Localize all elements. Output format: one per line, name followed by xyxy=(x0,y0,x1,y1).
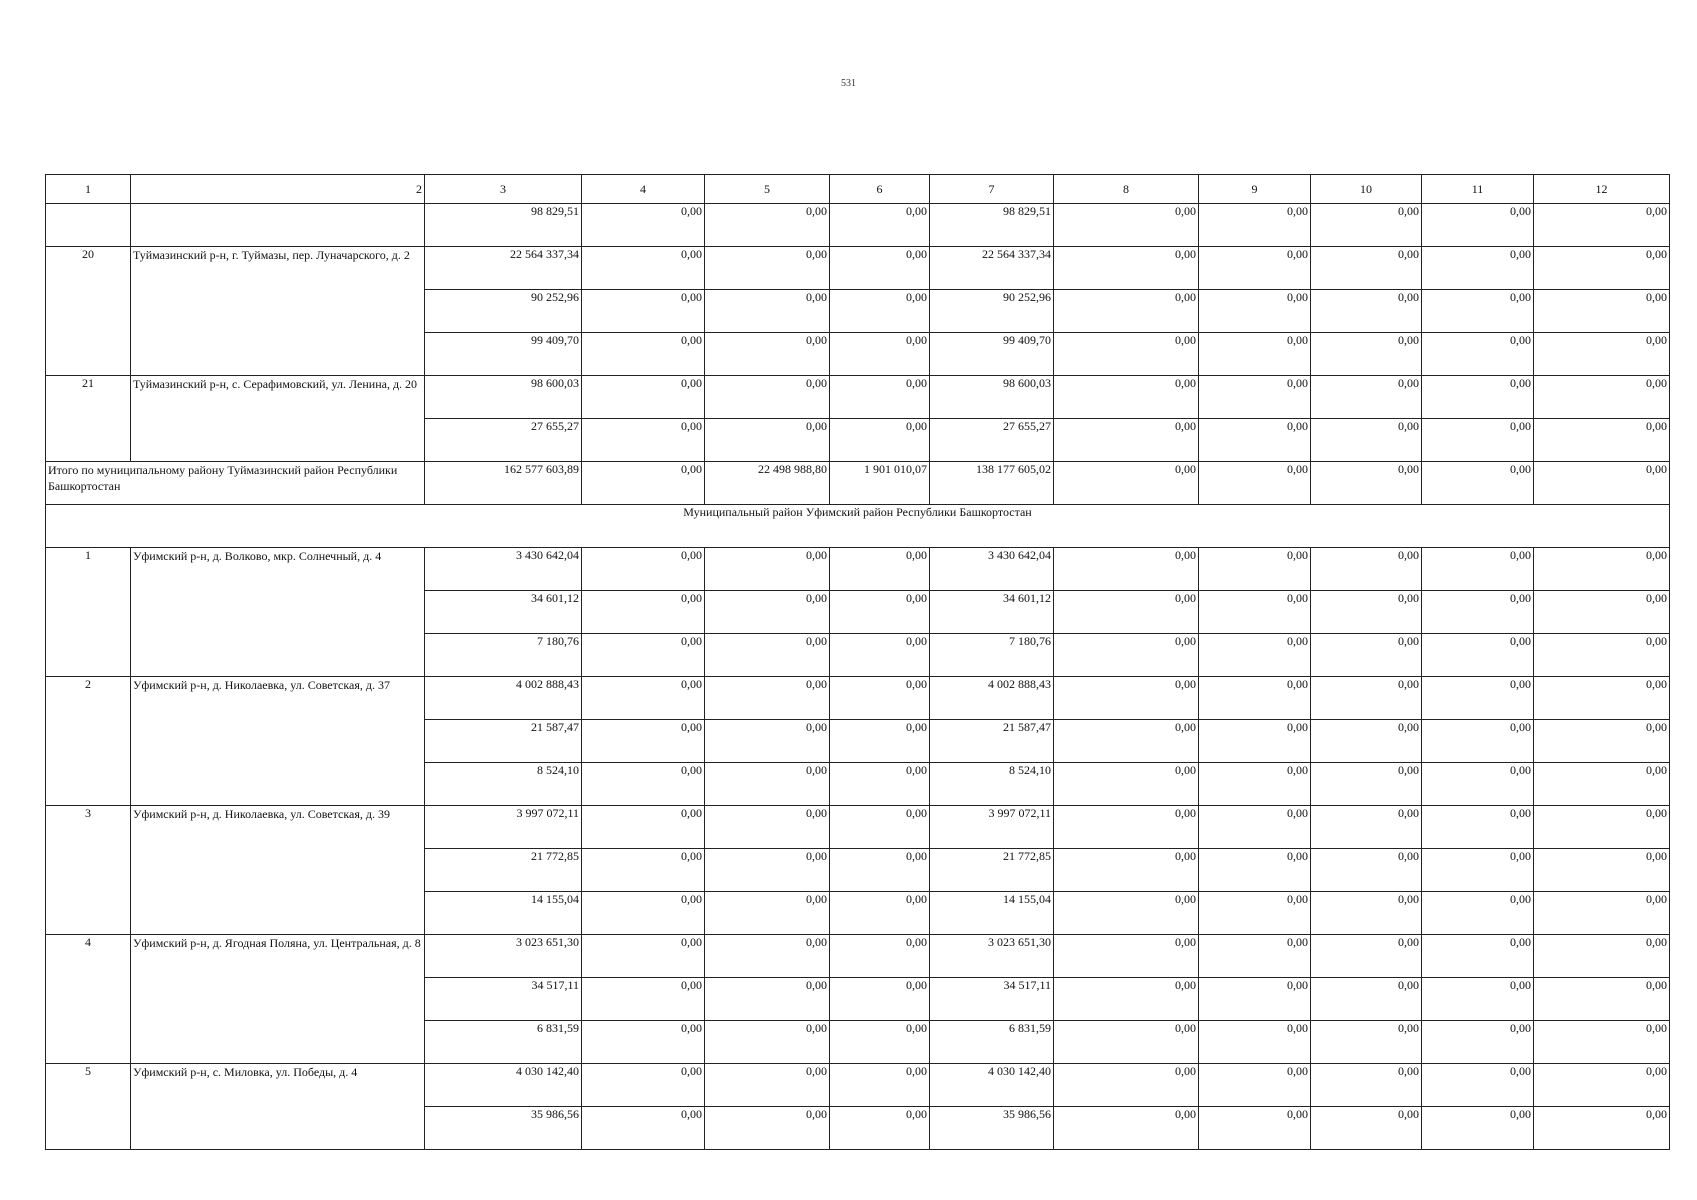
table-row xyxy=(46,935,1670,978)
value-cell-11: 0,00 xyxy=(1422,720,1534,763)
table-row xyxy=(46,1064,1670,1107)
value-cell-8: 0,00 xyxy=(1054,677,1199,720)
value-cell-9: 0,00 xyxy=(1199,978,1311,1021)
value-cell-4: 0,00 xyxy=(582,720,705,763)
value-cell-5: 0,00 xyxy=(705,1021,830,1064)
value-cell-11: 0,00 xyxy=(1422,806,1534,849)
value-cell-3: 98 829,51 xyxy=(425,204,582,247)
value-cell-12: 0,00 xyxy=(1534,1021,1670,1064)
value-cell-7: 98 600,03 xyxy=(930,376,1054,419)
value-cell-6: 0,00 xyxy=(830,634,930,677)
value-cell-5: 0,00 xyxy=(705,290,830,333)
value-cell-7: 4 002 888,43 xyxy=(930,677,1054,720)
total-value-11: 0,00 xyxy=(1422,462,1534,505)
value-cell-5: 0,00 xyxy=(705,720,830,763)
total-value-10: 0,00 xyxy=(1311,462,1422,505)
value-cell-6: 0,00 xyxy=(830,720,930,763)
value-cell-5: 0,00 xyxy=(705,1107,830,1150)
value-cell-7: 7 180,76 xyxy=(930,634,1054,677)
value-cell-3: 3 430 642,04 xyxy=(425,548,582,591)
value-cell-7: 34 601,12 xyxy=(930,591,1054,634)
value-cell-10: 0,00 xyxy=(1311,1107,1422,1150)
value-cell-11: 0,00 xyxy=(1422,677,1534,720)
value-cell-3: 22 564 337,34 xyxy=(425,247,582,290)
total-label: Итого по муниципальному району Туймазинский район Республики Башкортостан xyxy=(46,462,425,505)
value-cell-5: 0,00 xyxy=(705,978,830,1021)
column-number-11: 11 xyxy=(1422,175,1534,204)
value-cell-8: 0,00 xyxy=(1054,548,1199,591)
value-cell-10: 0,00 xyxy=(1311,591,1422,634)
value-cell-7: 90 252,96 xyxy=(930,290,1054,333)
value-cell-3: 8 524,10 xyxy=(425,763,582,806)
value-cell-6: 0,00 xyxy=(830,247,930,290)
value-cell-11: 0,00 xyxy=(1422,419,1534,462)
value-cell-6: 0,00 xyxy=(830,204,930,247)
value-cell-10: 0,00 xyxy=(1311,419,1422,462)
value-cell-8: 0,00 xyxy=(1054,591,1199,634)
value-cell-10: 0,00 xyxy=(1311,548,1422,591)
value-cell-5: 0,00 xyxy=(705,548,830,591)
value-cell-8: 0,00 xyxy=(1054,333,1199,376)
value-cell-5: 0,00 xyxy=(705,892,830,935)
column-number-1: 1 xyxy=(46,175,131,204)
column-number-row xyxy=(46,175,1670,204)
value-cell-3: 98 600,03 xyxy=(425,376,582,419)
value-cell-12: 0,00 xyxy=(1534,763,1670,806)
column-number-10: 10 xyxy=(1311,175,1422,204)
value-cell-4: 0,00 xyxy=(582,1021,705,1064)
value-cell-9: 0,00 xyxy=(1199,1064,1311,1107)
column-number-7: 7 xyxy=(930,175,1054,204)
row-number: 1 xyxy=(46,548,131,677)
value-cell-7: 21 587,47 xyxy=(930,720,1054,763)
value-cell-8: 0,00 xyxy=(1054,935,1199,978)
value-cell-12: 0,00 xyxy=(1534,1107,1670,1150)
value-cell-12: 0,00 xyxy=(1534,548,1670,591)
value-cell-7: 98 829,51 xyxy=(930,204,1054,247)
row-number: 21 xyxy=(46,376,131,462)
value-cell-10: 0,00 xyxy=(1311,892,1422,935)
value-cell-6: 0,00 xyxy=(830,806,930,849)
value-cell-10: 0,00 xyxy=(1311,849,1422,892)
value-cell-9: 0,00 xyxy=(1199,849,1311,892)
value-cell-4: 0,00 xyxy=(582,1107,705,1150)
value-cell-12: 0,00 xyxy=(1534,376,1670,419)
value-cell-6: 0,00 xyxy=(830,849,930,892)
value-cell-7: 14 155,04 xyxy=(930,892,1054,935)
value-cell-3: 21 587,47 xyxy=(425,720,582,763)
value-cell-10: 0,00 xyxy=(1311,806,1422,849)
value-cell-10: 0,00 xyxy=(1311,978,1422,1021)
value-cell-8: 0,00 xyxy=(1054,1021,1199,1064)
value-cell-9: 0,00 xyxy=(1199,1021,1311,1064)
value-cell-5: 0,00 xyxy=(705,204,830,247)
value-cell-12: 0,00 xyxy=(1534,806,1670,849)
value-cell-12: 0,00 xyxy=(1534,892,1670,935)
value-cell-12: 0,00 xyxy=(1534,677,1670,720)
value-cell-3: 90 252,96 xyxy=(425,290,582,333)
value-cell-5: 0,00 xyxy=(705,591,830,634)
value-cell-11: 0,00 xyxy=(1422,290,1534,333)
value-cell-5: 0,00 xyxy=(705,634,830,677)
value-cell-9: 0,00 xyxy=(1199,419,1311,462)
value-cell-12: 0,00 xyxy=(1534,978,1670,1021)
value-cell-10: 0,00 xyxy=(1311,677,1422,720)
value-cell-9: 0,00 xyxy=(1199,634,1311,677)
table-row xyxy=(46,806,1670,849)
column-number-9: 9 xyxy=(1199,175,1311,204)
value-cell-10: 0,00 xyxy=(1311,935,1422,978)
value-cell-4: 0,00 xyxy=(582,849,705,892)
value-cell-9: 0,00 xyxy=(1199,591,1311,634)
section-header-row xyxy=(46,505,1670,548)
value-cell-8: 0,00 xyxy=(1054,892,1199,935)
value-cell-12: 0,00 xyxy=(1534,1064,1670,1107)
column-number-8: 8 xyxy=(1054,175,1199,204)
row-number: 3 xyxy=(46,806,131,935)
column-number-2: 2 xyxy=(131,175,425,204)
value-cell-6: 0,00 xyxy=(830,1021,930,1064)
total-value-7: 138 177 605,02 xyxy=(930,462,1054,505)
value-cell-6: 0,00 xyxy=(830,763,930,806)
value-cell-8: 0,00 xyxy=(1054,376,1199,419)
value-cell-11: 0,00 xyxy=(1422,333,1534,376)
value-cell-6: 0,00 xyxy=(830,376,930,419)
value-cell-4: 0,00 xyxy=(582,892,705,935)
section-title: Муниципальный район Уфимский район Республики Башкортостан xyxy=(46,505,1670,548)
value-cell-5: 0,00 xyxy=(705,333,830,376)
value-cell-4: 0,00 xyxy=(582,204,705,247)
value-cell-6: 0,00 xyxy=(830,548,930,591)
value-cell-5: 0,00 xyxy=(705,376,830,419)
value-cell-9: 0,00 xyxy=(1199,892,1311,935)
value-cell-8: 0,00 xyxy=(1054,204,1199,247)
value-cell-8: 0,00 xyxy=(1054,806,1199,849)
value-cell-8: 0,00 xyxy=(1054,763,1199,806)
value-cell-9: 0,00 xyxy=(1199,333,1311,376)
value-cell-4: 0,00 xyxy=(582,806,705,849)
value-cell-12: 0,00 xyxy=(1534,204,1670,247)
value-cell-6: 0,00 xyxy=(830,1064,930,1107)
total-value-5: 22 498 988,80 xyxy=(705,462,830,505)
value-cell-4: 0,00 xyxy=(582,677,705,720)
value-cell-11: 0,00 xyxy=(1422,763,1534,806)
table-row xyxy=(46,376,1670,419)
value-cell-8: 0,00 xyxy=(1054,978,1199,1021)
value-cell-4: 0,00 xyxy=(582,333,705,376)
address-cell: Уфимский р-н, д. Николаевка, ул. Советская, д. 37 xyxy=(131,677,425,806)
value-cell-10: 0,00 xyxy=(1311,204,1422,247)
value-cell-10: 0,00 xyxy=(1311,333,1422,376)
table-row xyxy=(46,247,1670,290)
value-cell-4: 0,00 xyxy=(582,935,705,978)
value-cell-9: 0,00 xyxy=(1199,677,1311,720)
value-cell-8: 0,00 xyxy=(1054,419,1199,462)
value-cell-11: 0,00 xyxy=(1422,1107,1534,1150)
value-cell-11: 0,00 xyxy=(1422,935,1534,978)
value-cell-12: 0,00 xyxy=(1534,290,1670,333)
value-cell-12: 0,00 xyxy=(1534,333,1670,376)
value-cell-6: 0,00 xyxy=(830,1107,930,1150)
value-cell-7: 3 430 642,04 xyxy=(930,548,1054,591)
value-cell-9: 0,00 xyxy=(1199,247,1311,290)
value-cell-6: 0,00 xyxy=(830,677,930,720)
row-number: 5 xyxy=(46,1064,131,1150)
value-cell-7: 99 409,70 xyxy=(930,333,1054,376)
value-cell-4: 0,00 xyxy=(582,419,705,462)
page-number: 531 xyxy=(841,78,856,89)
value-cell-9: 0,00 xyxy=(1199,548,1311,591)
value-cell-9: 0,00 xyxy=(1199,1107,1311,1150)
value-cell-7: 3 023 651,30 xyxy=(930,935,1054,978)
value-cell-4: 0,00 xyxy=(582,591,705,634)
value-cell-5: 0,00 xyxy=(705,849,830,892)
value-cell-9: 0,00 xyxy=(1199,935,1311,978)
table-row xyxy=(46,548,1670,591)
value-cell-3: 3 997 072,11 xyxy=(425,806,582,849)
column-number-6: 6 xyxy=(830,175,930,204)
value-cell-12: 0,00 xyxy=(1534,591,1670,634)
value-cell-3: 35 986,56 xyxy=(425,1107,582,1150)
value-cell-3: 14 155,04 xyxy=(425,892,582,935)
value-cell-3: 34 601,12 xyxy=(425,591,582,634)
value-cell-11: 0,00 xyxy=(1422,849,1534,892)
value-cell-8: 0,00 xyxy=(1054,720,1199,763)
address-cell: Уфимский р-н, д. Ягодная Поляна, ул. Центральная, д. 8 xyxy=(131,935,425,1064)
total-value-12: 0,00 xyxy=(1534,462,1670,505)
value-cell-11: 0,00 xyxy=(1422,548,1534,591)
value-cell-3: 99 409,70 xyxy=(425,333,582,376)
total-value-4: 0,00 xyxy=(582,462,705,505)
value-cell-9: 0,00 xyxy=(1199,204,1311,247)
value-cell-5: 0,00 xyxy=(705,1064,830,1107)
value-cell-12: 0,00 xyxy=(1534,247,1670,290)
value-cell-7: 27 655,27 xyxy=(930,419,1054,462)
value-cell-7: 35 986,56 xyxy=(930,1107,1054,1150)
column-number-3: 3 xyxy=(425,175,582,204)
value-cell-3: 27 655,27 xyxy=(425,419,582,462)
value-cell-6: 0,00 xyxy=(830,935,930,978)
value-cell-9: 0,00 xyxy=(1199,806,1311,849)
row-number: 4 xyxy=(46,935,131,1064)
value-cell-4: 0,00 xyxy=(582,978,705,1021)
value-cell-3: 7 180,76 xyxy=(425,634,582,677)
value-cell-8: 0,00 xyxy=(1054,1064,1199,1107)
value-cell-10: 0,00 xyxy=(1311,1064,1422,1107)
total-value-9: 0,00 xyxy=(1199,462,1311,505)
value-cell-10: 0,00 xyxy=(1311,720,1422,763)
row-number: 2 xyxy=(46,677,131,806)
value-cell-4: 0,00 xyxy=(582,376,705,419)
value-cell-9: 0,00 xyxy=(1199,720,1311,763)
value-cell-5: 0,00 xyxy=(705,763,830,806)
value-cell-3: 34 517,11 xyxy=(425,978,582,1021)
value-cell-11: 0,00 xyxy=(1422,204,1534,247)
value-cell-6: 0,00 xyxy=(830,290,930,333)
value-cell-10: 0,00 xyxy=(1311,290,1422,333)
row-number xyxy=(46,204,131,247)
financial-table xyxy=(45,174,1670,1150)
value-cell-11: 0,00 xyxy=(1422,376,1534,419)
value-cell-4: 0,00 xyxy=(582,763,705,806)
value-cell-3: 21 772,85 xyxy=(425,849,582,892)
value-cell-12: 0,00 xyxy=(1534,849,1670,892)
value-cell-6: 0,00 xyxy=(830,892,930,935)
value-cell-10: 0,00 xyxy=(1311,1021,1422,1064)
value-cell-10: 0,00 xyxy=(1311,763,1422,806)
value-cell-4: 0,00 xyxy=(582,247,705,290)
value-cell-6: 0,00 xyxy=(830,333,930,376)
value-cell-4: 0,00 xyxy=(582,1064,705,1107)
total-row xyxy=(46,462,1670,505)
value-cell-6: 0,00 xyxy=(830,591,930,634)
address-cell xyxy=(131,204,425,247)
value-cell-6: 0,00 xyxy=(830,978,930,1021)
value-cell-10: 0,00 xyxy=(1311,634,1422,677)
value-cell-7: 3 997 072,11 xyxy=(930,806,1054,849)
value-cell-4: 0,00 xyxy=(582,634,705,677)
value-cell-3: 4 002 888,43 xyxy=(425,677,582,720)
value-cell-5: 0,00 xyxy=(705,935,830,978)
table-row xyxy=(46,204,1670,247)
value-cell-5: 0,00 xyxy=(705,419,830,462)
address-cell: Туймазинский р-н, г. Туймазы, пер. Луначарского, д. 2 xyxy=(131,247,425,376)
value-cell-4: 0,00 xyxy=(582,290,705,333)
column-number-4: 4 xyxy=(582,175,705,204)
row-number: 20 xyxy=(46,247,131,376)
address-cell: Туймазинский р-н, с. Серафимовский, ул. Ленина, д. 20 xyxy=(131,376,425,462)
value-cell-3: 6 831,59 xyxy=(425,1021,582,1064)
value-cell-12: 0,00 xyxy=(1534,419,1670,462)
value-cell-11: 0,00 xyxy=(1422,1021,1534,1064)
value-cell-5: 0,00 xyxy=(705,677,830,720)
value-cell-5: 0,00 xyxy=(705,806,830,849)
value-cell-4: 0,00 xyxy=(582,548,705,591)
column-number-5: 5 xyxy=(705,175,830,204)
value-cell-7: 21 772,85 xyxy=(930,849,1054,892)
value-cell-3: 4 030 142,40 xyxy=(425,1064,582,1107)
value-cell-8: 0,00 xyxy=(1054,634,1199,677)
value-cell-11: 0,00 xyxy=(1422,1064,1534,1107)
table-row xyxy=(46,677,1670,720)
value-cell-8: 0,00 xyxy=(1054,290,1199,333)
value-cell-12: 0,00 xyxy=(1534,720,1670,763)
value-cell-9: 0,00 xyxy=(1199,763,1311,806)
value-cell-8: 0,00 xyxy=(1054,247,1199,290)
value-cell-7: 22 564 337,34 xyxy=(930,247,1054,290)
value-cell-7: 8 524,10 xyxy=(930,763,1054,806)
value-cell-7: 34 517,11 xyxy=(930,978,1054,1021)
address-cell: Уфимский р-н, д. Волково, мкр. Солнечный, д. 4 xyxy=(131,548,425,677)
value-cell-12: 0,00 xyxy=(1534,634,1670,677)
total-value-6: 1 901 010,07 xyxy=(830,462,930,505)
value-cell-8: 0,00 xyxy=(1054,849,1199,892)
total-value-3: 162 577 603,89 xyxy=(425,462,582,505)
value-cell-11: 0,00 xyxy=(1422,247,1534,290)
value-cell-7: 4 030 142,40 xyxy=(930,1064,1054,1107)
value-cell-9: 0,00 xyxy=(1199,376,1311,419)
address-cell: Уфимский р-н, д. Николаевка, ул. Советская, д. 39 xyxy=(131,806,425,935)
value-cell-11: 0,00 xyxy=(1422,892,1534,935)
value-cell-3: 3 023 651,30 xyxy=(425,935,582,978)
value-cell-11: 0,00 xyxy=(1422,591,1534,634)
column-number-12: 12 xyxy=(1534,175,1670,204)
total-value-8: 0,00 xyxy=(1054,462,1199,505)
value-cell-9: 0,00 xyxy=(1199,290,1311,333)
value-cell-12: 0,00 xyxy=(1534,935,1670,978)
value-cell-11: 0,00 xyxy=(1422,978,1534,1021)
value-cell-8: 0,00 xyxy=(1054,1107,1199,1150)
address-cell: Уфимский р-н, с. Миловка, ул. Победы, д. 4 xyxy=(131,1064,425,1150)
value-cell-6: 0,00 xyxy=(830,419,930,462)
value-cell-10: 0,00 xyxy=(1311,376,1422,419)
value-cell-7: 6 831,59 xyxy=(930,1021,1054,1064)
value-cell-5: 0,00 xyxy=(705,247,830,290)
value-cell-11: 0,00 xyxy=(1422,634,1534,677)
value-cell-10: 0,00 xyxy=(1311,247,1422,290)
